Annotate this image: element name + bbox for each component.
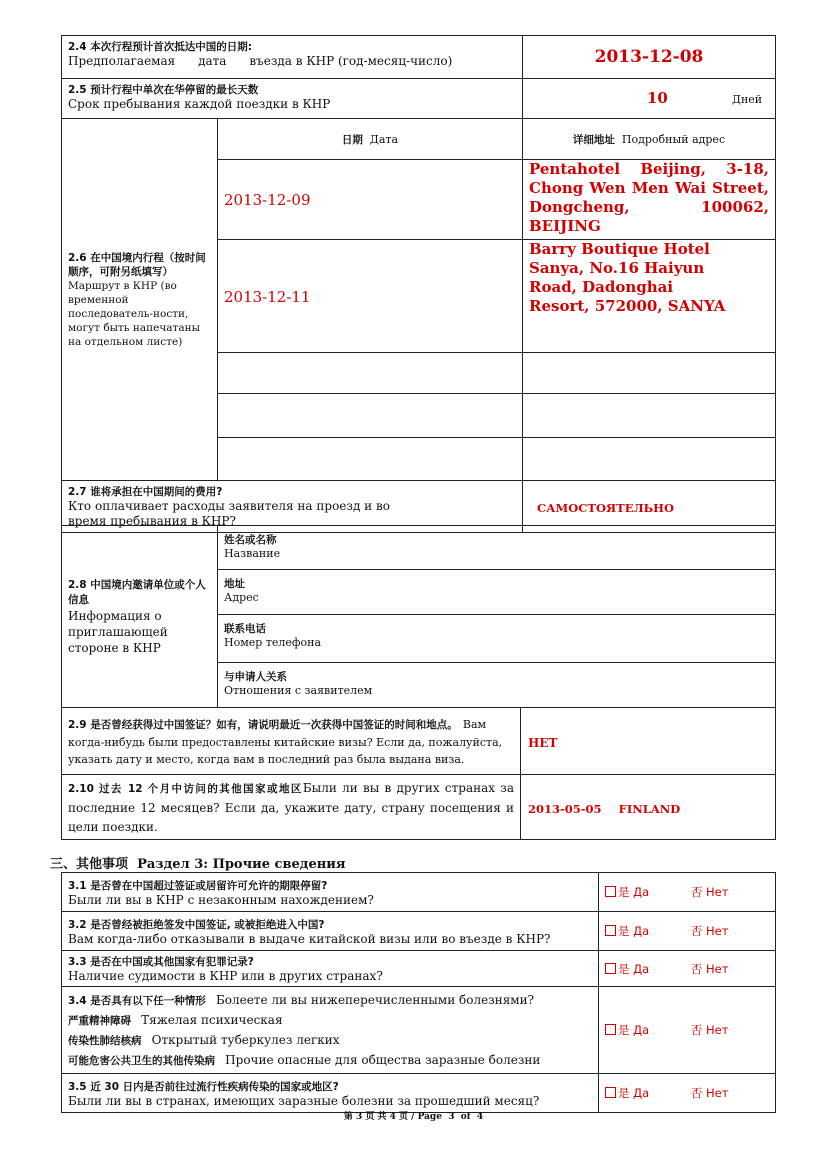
checkbox-icon[interactable] [605,925,616,936]
expense-payer-value[interactable]: САМОСТОЯТЕЛЬНО [537,501,675,515]
no-option[interactable]: 否 Нет [690,1086,729,1100]
yes-option[interactable]: 是 Да [605,962,649,976]
inviter-table [61,525,776,708]
question-row [62,1074,776,1113]
no-option[interactable]: 否 Нет [690,885,729,899]
q-2-10-zh: 2.10 过去 12 个月中访问的其他国家或地区 [68,783,303,795]
q-2-10-ru: Были ли вы в других странах за последние 12 месяцев? Если да, укажите дату, страну посещения и цели поездки. [68,781,514,834]
q-2-7-zh: 2.7 谁将承担在中国期间的费用? [68,486,223,498]
itinerary-date[interactable]: 2013-12-11 [224,287,311,306]
visa-history-table [61,707,776,840]
row-2-9 [62,708,776,775]
itinerary-date-empty[interactable] [218,394,523,438]
itinerary-address-empty[interactable] [523,353,776,394]
row-2-6-header [62,119,776,160]
q-2-8-ru: Информация о приглашающей стороне в КНР [68,608,168,655]
itinerary-date-empty[interactable] [218,438,523,481]
q-3-1-ru: Были ли вы в КНР с незаконным нахождением? [68,892,374,907]
arrival-date-value[interactable]: 2013-12-08 [594,47,704,67]
q-2-9-zh: 2.9 是否曾经获得过中国签证？如有，请说明最近一次获得中国签证的时间和地点。 [68,719,458,731]
checkbox-icon[interactable] [605,963,616,974]
q-2-8-zh: 2.8 中国境内邀请单位或个人信息 [68,578,206,606]
date-column-header: 日期 Дата [218,119,523,160]
section2-table [61,35,776,533]
q-3-5-ru: Были ли вы в странах, имеющих заразные болезни за прошедший месяц? [68,1093,540,1108]
q-3-4-zh: 3.4 是否具有以下任一种情形 [68,995,206,1007]
section3-table [61,872,776,1113]
inviter-address-field[interactable]: 地址 Адрес [218,570,776,615]
inviter-phone-field[interactable]: 联系电话 Номер телефона [218,615,776,663]
max-stay-unit: Дней [732,93,763,106]
question-row [62,873,776,912]
inviter-row [62,526,776,570]
itinerary-address[interactable]: Barry Boutique Hotel Sanya, No.16 Haiyun Road, Dadonghai Resort, 572000, SANYA [529,240,726,315]
q-3-2-ru: Вам когда-либо отказывали в выдаче китайской визы или во въезде в КНР? [68,931,551,946]
q-2-4-zh: 2.4 本次行程预计首次抵达中国的日期: [68,41,252,53]
yes-option[interactable]: 是 Да [605,924,649,938]
no-option[interactable]: 否 Нет [690,961,729,976]
question-row [62,951,776,987]
q-3-5-zh: 3.5 近 30 日内是否前往过流行性疾病传染的国家或地区? [68,1080,339,1093]
q-2-9-ru: Вам когда-нибудь были предоставлены китайские визы? Если да, пожалуйста, указать дату и место, когда вам в последний раз была выдана виза. [68,718,503,766]
q-2-8-label [62,526,218,708]
checkbox-icon[interactable] [605,886,616,897]
q-3-2-zh: 3.2 是否曾经被拒绝签发中国签证, 或被拒绝进入中国? [68,918,325,931]
q-2-7-ru: Кто оплачивает расходы заявителя на проезд и во время пребывания в КНР? [68,499,390,528]
max-stay-value[interactable]: 10 [647,89,668,107]
no-option[interactable]: 否 Нет [690,924,729,938]
inviter-relation-field[interactable]: 与申请人关系 Отношения с заявителем [218,663,776,708]
row-2-4 [62,36,776,79]
yes-option[interactable]: 是 Да [605,1086,649,1100]
itinerary-date[interactable]: 2013-12-09 [224,191,311,209]
q-3-1-zh: 3.1 是否曾在中国超过签证或居留许可允许的期限停留? [68,879,328,892]
question-row: 3.4 是否具有以下任一种情形 Болеете ли вы нижеперечисленными болезнями? 严重精神障碍 Тяжелая психическая 传染性肺结核病 Открытый туберкулез легких 可能危害公共卫生的其他传染病 Прочие опасные для общества заразные болезни 是 Да 否 Нет [62,987,776,1074]
itinerary-address[interactable]: Pentahotel Beijing, 3-18, Chong Wen Men Wai Street, Dongcheng, 100062, BEIJING [529,160,769,235]
question-row [62,912,776,951]
section3-heading [50,853,345,872]
itinerary-date-empty[interactable] [218,353,523,394]
q-2-5-zh: 2.5 预计行程中单次在华停留的最长天数 [68,84,259,96]
checkbox-icon[interactable] [605,1087,616,1098]
q-3-3-zh: 3.3 是否在中国或其他国家有犯罪记录? [68,956,254,968]
q-2-4-ru: Предполагаемая дата въезда в КНР (год-месяц-число) [68,54,453,68]
q-2-6-label [62,119,218,481]
page-footer: 第 3 页 共 4 页 / Page 3 of 4 [343,1112,484,1122]
q-2-5-ru: Срок пребывания каждой поездки в КНР [68,97,331,111]
row-2-5 [62,79,776,119]
visited-country-value[interactable]: FINLAND [618,801,681,816]
checkbox-icon[interactable] [605,1024,616,1035]
q-2-6-zh: 2.6 在中国境内行程（按时间顺序，可附另纸填写） [68,251,206,278]
section3-title-ru: Раздел 3: Прочие сведения [137,857,346,872]
section3-title-zh: 三、其他事项 [50,857,129,872]
q-2-6-ru: Маршрут в КНР (во временной последователь-ности, могут быть напечатаны на отдельном листе) [68,279,200,348]
yes-option[interactable]: 是 Да [605,885,649,899]
row-2-10 [62,775,776,840]
yes-option[interactable]: 是 Да [605,1023,649,1037]
itinerary-address-empty[interactable] [523,438,776,481]
visited-date-value[interactable]: 2013-05-05 [528,801,602,816]
inviter-name-field[interactable]: 姓名或名称 Название [218,526,776,570]
q-3-3-ru: Наличие судимости в КНР или в других странах? [68,969,383,983]
previous-visa-value[interactable]: НЕТ [528,735,558,750]
q-3-4-ru: Болеете ли вы нижеперечисленными болезнями? [215,993,535,1007]
itinerary-address-empty[interactable] [523,394,776,438]
no-option[interactable]: 否 Нет [690,1023,729,1037]
address-column-header: 详细地址 Подробный адрес [523,119,776,160]
